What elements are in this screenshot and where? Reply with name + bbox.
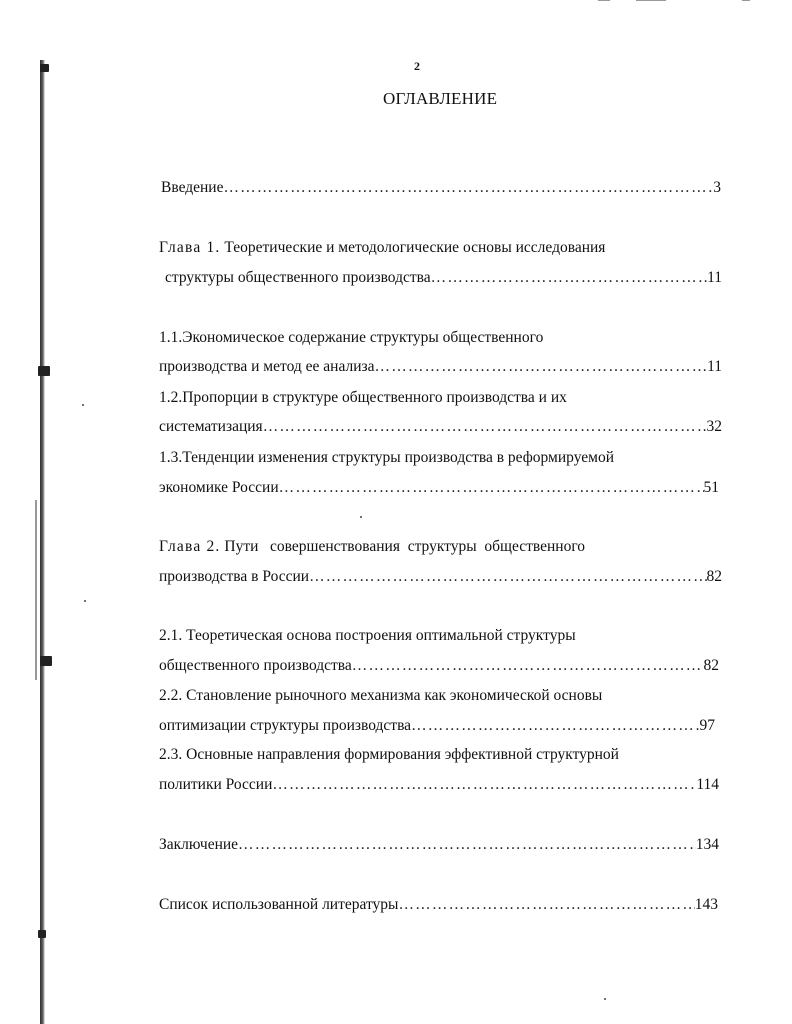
toc-chapter-1-heading[interactable]	[159, 237, 719, 259]
toc-entry-text: производства в России	[159, 568, 310, 585]
toc-entry-text: политики России	[159, 776, 273, 793]
toc-leader-dots	[238, 834, 696, 856]
toc-section-1-2-heading[interactable]	[159, 387, 719, 409]
toc-leader-dots	[279, 477, 704, 499]
toc-section-2-1-heading[interactable]	[159, 625, 719, 647]
toc-section-2-1-tail[interactable]	[159, 655, 719, 677]
toc-page-number: 3	[713, 179, 721, 196]
toc-section-2-2-tail[interactable]	[159, 715, 715, 737]
toc-section-title: 2.3. Основные направления формирования эффективной структурной	[159, 746, 619, 763]
toc-chapter-title: Теоретические и методологические основы исследования	[224, 239, 606, 256]
toc-section-1-1-tail[interactable]	[159, 356, 722, 378]
toc-section-2-3-tail[interactable]	[159, 774, 719, 796]
scan-binding-edge-thin	[35, 500, 37, 680]
toc-leader-dots	[263, 416, 707, 438]
scan-mark	[38, 366, 50, 376]
toc-section-1-3-heading[interactable]	[159, 447, 729, 469]
toc-leader-dots	[398, 894, 694, 916]
toc-chapter-2-tail[interactable]	[159, 566, 722, 588]
toc-chapter-prefix: Глава 2.	[159, 538, 221, 555]
page-number: 2	[414, 59, 420, 73]
scan-mark	[40, 64, 49, 72]
toc-leader-dots	[309, 566, 706, 588]
toc-entry-text: Введение	[161, 179, 224, 196]
scan-top-line	[598, 0, 610, 1]
toc-entry-text: Список использованной литературы	[159, 896, 399, 913]
scan-speck	[604, 998, 606, 1000]
toc-page-number: 97	[699, 717, 715, 734]
toc-chapter-prefix: Глава 1.	[159, 239, 221, 256]
toc-page-number: 143	[694, 896, 718, 913]
toc-section-title: 2.1. Теоретическая основа построения оптимальной структуры	[159, 627, 576, 644]
scan-speck	[84, 600, 86, 602]
toc-page-number: 51	[703, 479, 719, 496]
toc-leader-dots	[375, 356, 708, 378]
toc-page-number: 82	[706, 568, 722, 585]
toc-section-1-1-heading[interactable]	[159, 327, 719, 349]
toc-entry-text: структуры общественного производства	[165, 269, 431, 286]
toc-page-number: 114	[696, 776, 719, 793]
toc-section-title: 2.2. Становление рыночного механизма как экономической основы	[159, 687, 603, 704]
toc-entry-references[interactable]	[159, 894, 718, 916]
toc-chapter-title: Пути совершенствования структуры общественного	[224, 538, 586, 555]
toc-page-number: 11	[707, 358, 722, 375]
toc-leader-dots	[431, 267, 707, 289]
toc-page-number: 11	[707, 269, 722, 286]
toc-leader-dots	[223, 177, 713, 199]
page-title: ОГЛАВЛЕНИЕ	[383, 89, 498, 108]
toc-section-2-2-heading[interactable]	[159, 685, 729, 707]
toc-leader-dots	[411, 715, 699, 737]
toc-entry-text: Заключение	[159, 836, 239, 853]
toc-entry-text: оптимизации структуры производства	[159, 717, 412, 734]
toc-page-number: 82	[703, 657, 719, 674]
toc-entry-conclusion[interactable]	[159, 834, 719, 856]
toc-section-1-2-tail[interactable]	[159, 416, 722, 438]
toc-entry-text: систематизация	[159, 418, 263, 435]
toc-section-title: 1.3.Тенденции изменения структуры производства в реформируемой	[159, 449, 614, 466]
scan-speck	[82, 404, 84, 406]
toc-leader-dots	[272, 774, 696, 796]
toc-section-title: 1.2.Пропорции в структуре общественного производства и их	[159, 389, 567, 406]
scan-top-line	[742, 0, 750, 1]
toc-entry-text: производства и метод ее анализа	[159, 358, 375, 375]
scan-mark	[40, 656, 52, 666]
toc-page-number: 134	[695, 836, 719, 853]
toc-entry-text: экономике России	[159, 479, 279, 496]
toc-section-title: 1.1.Экономическое содержание структуры общественного	[159, 329, 544, 346]
scan-speck	[360, 516, 362, 518]
toc-page-number: 32	[706, 418, 722, 435]
toc-entry-intro[interactable]	[161, 177, 721, 199]
scan-mark	[38, 930, 46, 938]
toc-section-1-3-tail[interactable]	[159, 477, 719, 499]
scan-binding-edge	[40, 60, 45, 1024]
toc-chapter-2-heading[interactable]	[159, 536, 719, 558]
toc-entry-text: общественного производства	[159, 657, 352, 674]
toc-chapter-1-tail[interactable]	[165, 267, 722, 289]
toc-leader-dots	[352, 655, 704, 677]
toc-section-2-3-heading[interactable]	[159, 744, 729, 766]
scan-top-line	[636, 0, 666, 1]
